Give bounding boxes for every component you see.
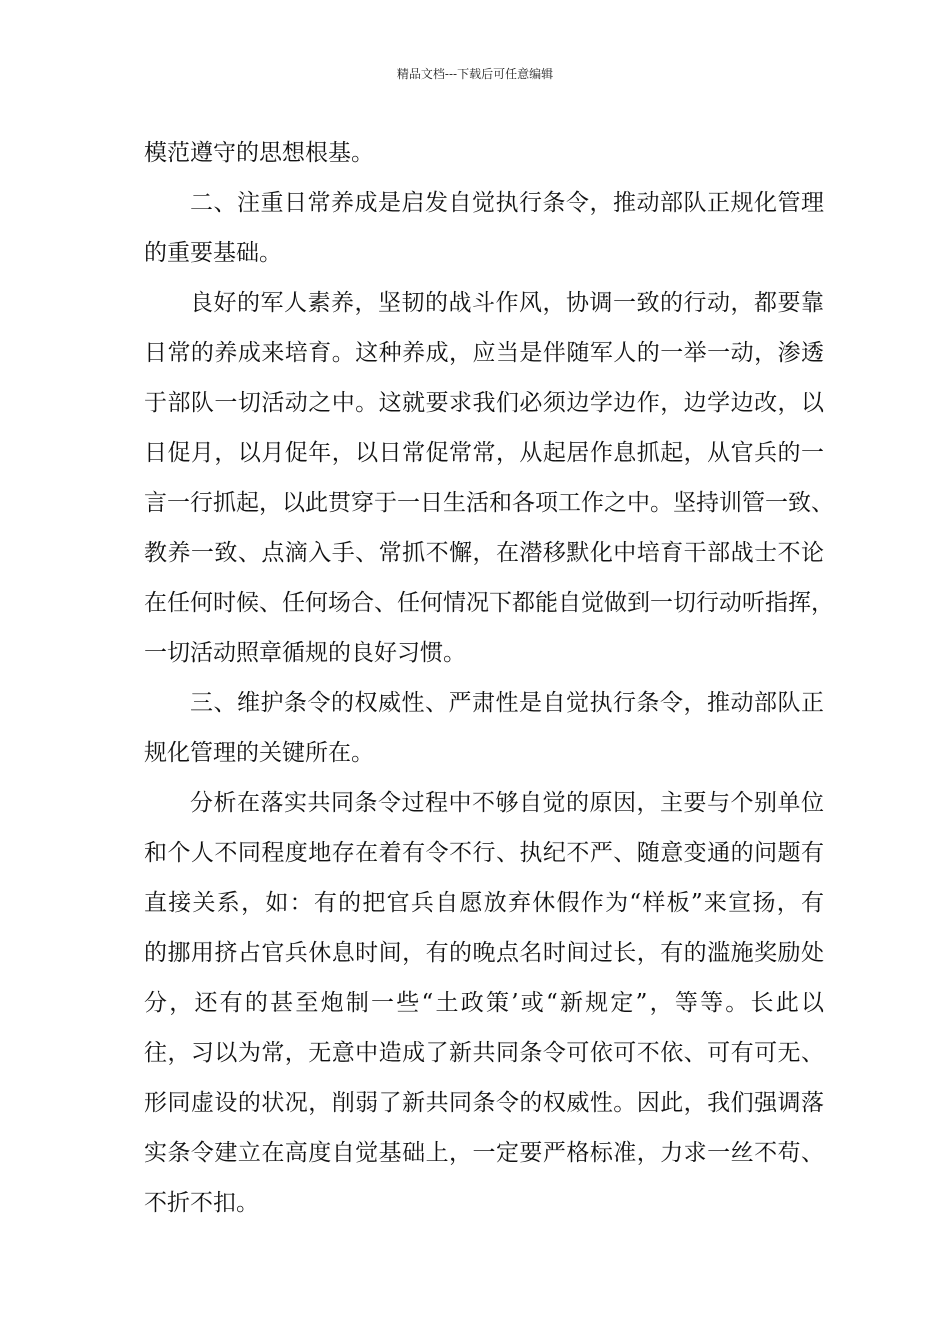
body-line: 分，还有的甚至炮制一些“土政策’或“新规定”，等等。长此以 <box>144 990 824 1016</box>
body-line: 在任何时候、任何场合、任何情况下都能自觉做到一切行动听指挥， <box>144 590 834 616</box>
body-line: 模范遵守的思想根基。 <box>144 140 374 166</box>
body-line: 日促月，以月促年，以日常促常常，从起居作息抓起，从官兵的一 <box>144 440 824 466</box>
body-line: 不折不扣。 <box>144 1190 259 1216</box>
body-line: 言一行抓起，以此贯穿于一日生活和各项工作之中。坚持训管一致、 <box>144 490 834 516</box>
body-line: 二、注重日常养成是启发自觉执行条令，推动部队正规化管理 <box>190 190 824 216</box>
body-line: 于部队一切活动之中。这就要求我们必须边学边作，边学边改，以 <box>144 390 824 416</box>
body-line: 良好的军人素养，坚韧的战斗作风，协调一致的行动，都要靠 <box>190 290 824 316</box>
body-line: 分析在落实共同条令过程中不够自觉的原因，主要与个别单位 <box>190 790 824 816</box>
body-line: 规化管理的关键所在。 <box>144 740 374 766</box>
body-line: 形同虚设的状况，削弱了新共同条令的权威性。因此，我们强调落 <box>144 1090 824 1116</box>
body-line: 教养一致、点滴入手、常抓不懈，在潜移默化中培育干部战士不论 <box>144 540 824 566</box>
document-body <box>144 128 834 1228</box>
page-header: 精品文档---下载后可任意编辑 <box>396 67 554 81</box>
body-line: 日常的养成来培育。这种养成，应当是伴随军人的一举一动，渗透 <box>144 340 824 366</box>
body-line: 一切活动照章循规的良好习惯。 <box>144 640 466 666</box>
body-line: 实条令建立在高度自觉基础上，一定要严格标准，力求一丝不苟、 <box>144 1140 824 1166</box>
body-line: 直接关系，如：有的把官兵自愿放弃休假作为“样板”来宣扬，有 <box>144 890 824 916</box>
body-line: 的重要基础。 <box>144 240 282 266</box>
body-line: 和个人不同程度地存在着有令不行、执纪不严、随意变通的问题有 <box>144 840 824 866</box>
body-line: 三、维护条令的权威性、严肃性是自觉执行条令，推动部队正 <box>190 690 824 716</box>
body-line: 的挪用挤占官兵休息时间，有的晚点名时间过长，有的滥施奖励处 <box>144 940 824 966</box>
body-line: 往，习以为常，无意中造成了新共同条令可依可不依、可有可无、 <box>144 1040 824 1066</box>
